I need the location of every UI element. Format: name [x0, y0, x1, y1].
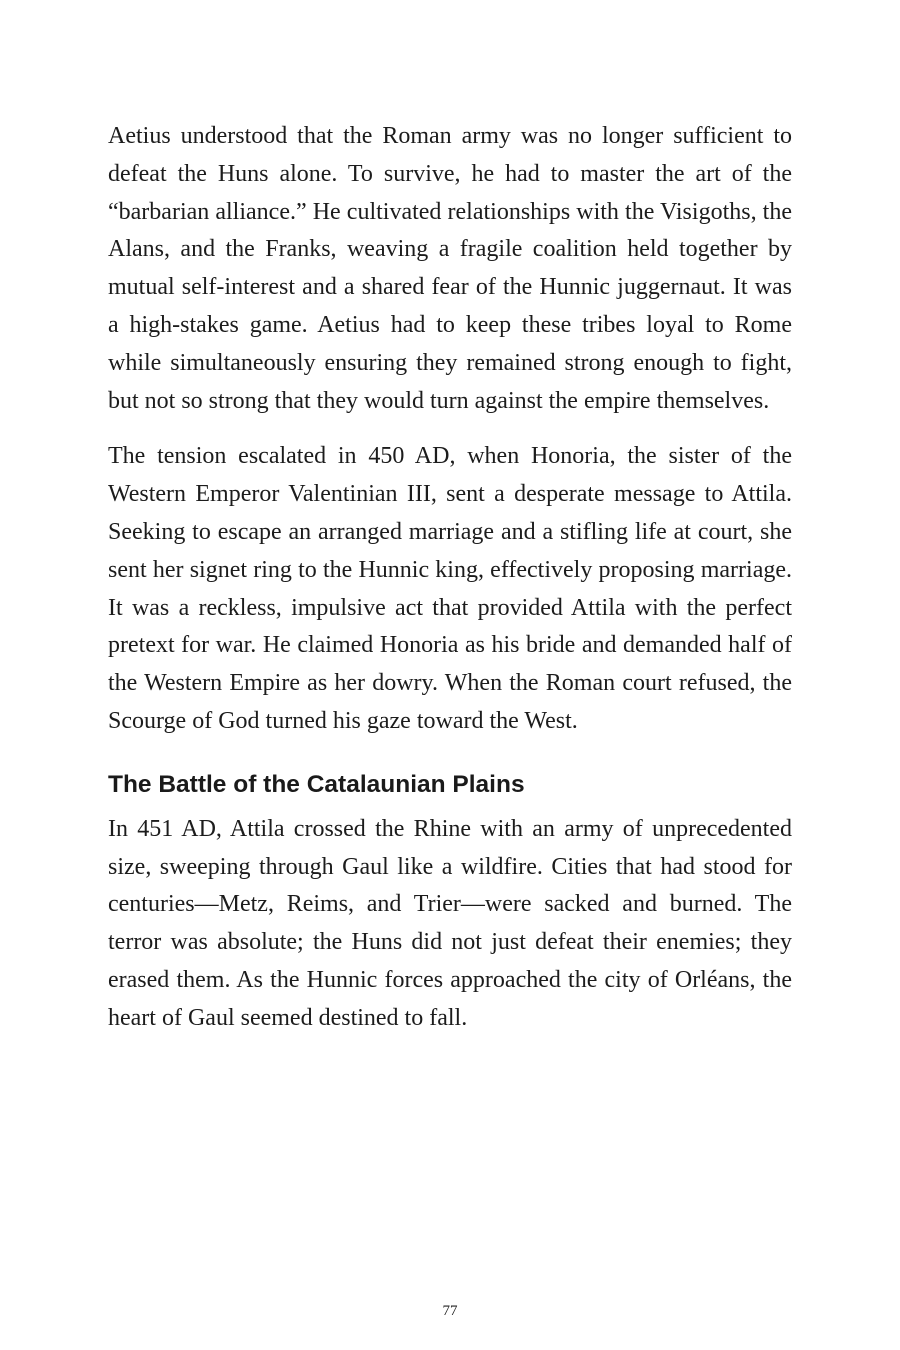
page-body	[108, 118, 792, 1038]
body-paragraph: Aetius understood that the Roman army was no longer sufficient to defeat the Huns alone. To survive, he had to master the art of the “barbarian alliance.” He cultivated relationships with the Visigoths, the Alans, and the Franks, weaving a fragile coalition held together by mutual self-interest and a shared fear of the Hunnic juggernaut. It was a high-stakes game. Aetius had to keep these tribes loyal to Rome while simultaneously ensuring they remained strong enough to fight, but not so strong that they would turn against the empire themselves.	[108, 123, 792, 414]
section-heading: The Battle of the Catalaunian Plains	[108, 770, 525, 798]
page-number: 77	[442, 1303, 458, 1319]
body-paragraph: In 451 AD, Attila crossed the Rhine with an army of unprecedented size, sweeping through Gaul like a wildfire. Cities that had stood for centuries—Metz, Reims, and Trier—were sacked and burned. The terror was absolute; the Huns did not just defeat their enemies; they erased them. As the Hunnic forces approached the city of Orléans, the heart of Gaul seemed destined to fall.	[108, 815, 792, 1031]
body-paragraph: The tension escalated in 450 AD, when Honoria, the sister of the Western Emperor Valentinian III, sent a desperate message to Attila. Seeking to escape an arranged marriage and a stifling life at court, she sent her signet ring to the Hunnic king, effectively proposing marriage. It was a reckless, impulsive act that provided Attila with the perfect pretext for war. He claimed Honoria as his bride and demanded half of the Western Empire as her dowry. When the Roman court refused, the Scourge of God turned his gaze toward the West.	[108, 443, 792, 734]
